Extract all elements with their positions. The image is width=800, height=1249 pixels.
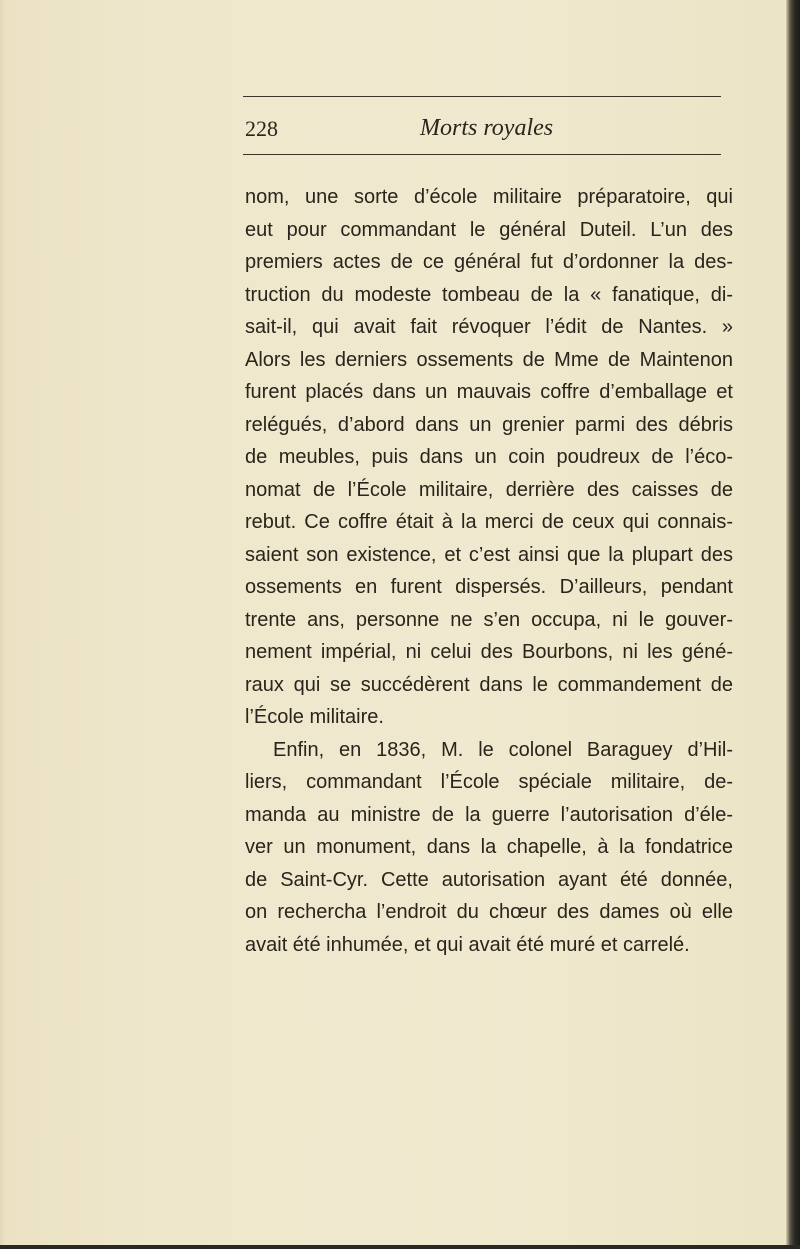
text-line: nomat de l’École militaire, derrière des caisses de: [245, 478, 733, 501]
text-line: truction du modeste tombeau de la « fanatique, di-: [245, 283, 733, 306]
text-line: rebut. Ce coffre était à la merci de ceux qui connais-: [245, 511, 733, 533]
header-rule-top: [243, 96, 721, 97]
text-line: Enfin, en 1836, M. le colonel Baraguey d’Hil-: [273, 738, 733, 761]
text-line: de Saint-Cyr. Cette autorisation ayant été donnée,: [245, 868, 733, 891]
text-line: ossements en furent dispersés. D’ailleurs, pendant: [245, 576, 733, 598]
text-line: on rechercha l’endroit du chœur des dames où elle: [245, 901, 733, 923]
text-line: trente ans, personne ne s’en occupa, ni le gouver-: [245, 608, 733, 631]
body-text: [245, 181, 733, 961]
header-rule-bottom: [243, 154, 721, 155]
text-line: manda au ministre de la guerre l’autorisation d’éle-: [245, 803, 733, 826]
text-line: ver un monument, dans la chapelle, à la fondatrice: [245, 836, 733, 858]
text-line: de meubles, puis dans un coin poudreux de l’éco-: [245, 446, 733, 468]
page-binding-edge: [786, 0, 800, 1249]
text-line: liers, commandant l’École spéciale militaire, de-: [245, 771, 733, 793]
text-line: nom, une sorte d’école militaire préparatoire, qui: [245, 186, 733, 208]
text-line: raux qui se succédèrent dans le commandement de: [245, 673, 733, 696]
text-line: avait été inhumée, et qui avait été muré et carrelé.: [245, 933, 690, 956]
page-left-shadow: [0, 0, 6, 1249]
text-line: l’École militaire.: [245, 706, 384, 728]
text-line: Alors les derniers ossements de Mme de Maintenon: [245, 348, 733, 371]
page-bottom-edge: [0, 1245, 800, 1249]
running-title: Morts royales: [420, 115, 554, 141]
text-line: sait-il, qui avait fait révoquer l’édit de Nantes. »: [245, 316, 733, 338]
text-line: relégués, d’abord dans un grenier parmi des débris: [245, 413, 733, 436]
text-line: furent placés dans un mauvais coffre d’emballage et: [245, 381, 733, 403]
text-line: saient son existence, et c’est ainsi que la plupart des: [245, 543, 733, 566]
text-line: nement impérial, ni celui des Bourbons, ni les géné-: [245, 641, 733, 663]
page-number: 228: [245, 116, 278, 141]
text-line: eut pour commandant le général Duteil. L’un des: [245, 218, 733, 241]
text-line: premiers actes de ce général fut d’ordonner la des-: [245, 251, 733, 273]
